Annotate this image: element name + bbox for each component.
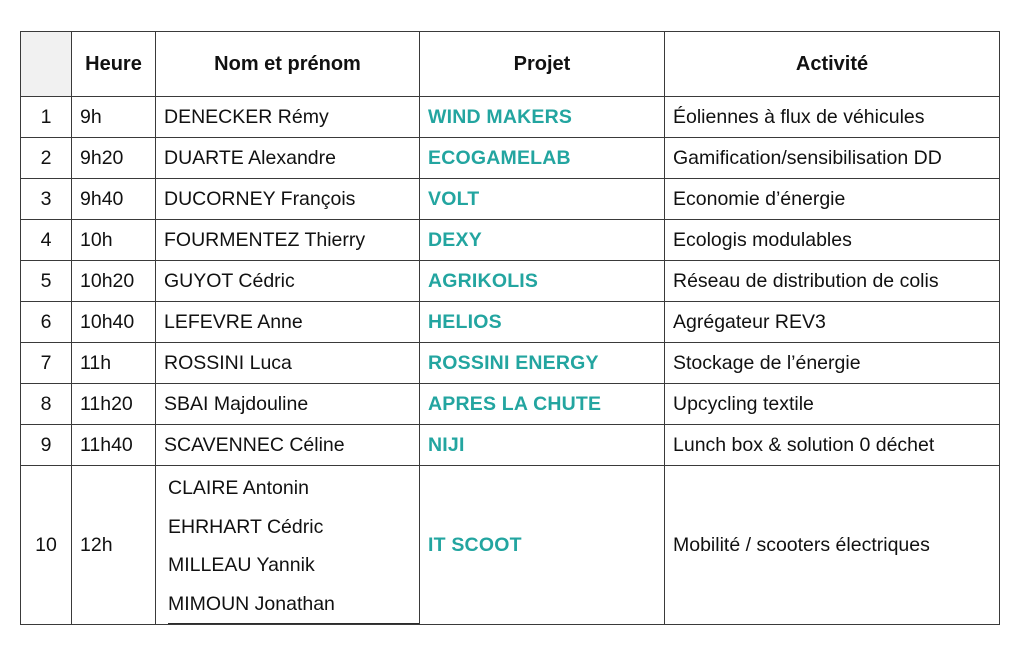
row-heure: 11h bbox=[72, 343, 156, 384]
row-number: 5 bbox=[21, 261, 72, 302]
row-projet: ROSSINI ENERGY bbox=[420, 343, 665, 384]
row-heure: 11h20 bbox=[72, 384, 156, 425]
table-row bbox=[21, 220, 1000, 261]
row-projet: VOLT bbox=[420, 179, 665, 220]
row-nom: FOURMENTEZ Thierry bbox=[156, 220, 420, 261]
row-heure: 10h40 bbox=[72, 302, 156, 343]
row-activite: Gamification/sensibilisation DD bbox=[665, 138, 1000, 179]
row-noms bbox=[156, 466, 420, 625]
row-number: 10 bbox=[21, 466, 72, 625]
row-number: 4 bbox=[21, 220, 72, 261]
row-activite: Éoliennes à flux de véhicules bbox=[665, 97, 1000, 138]
row-projet: APRES LA CHUTE bbox=[420, 384, 665, 425]
row-projet: IT SCOOT bbox=[420, 466, 665, 625]
row-projet: DEXY bbox=[420, 220, 665, 261]
row-nom: DUCORNEY François bbox=[156, 179, 420, 220]
row-activite: Economie d’énergie bbox=[665, 179, 1000, 220]
row-heure: 12h bbox=[72, 466, 156, 625]
row-number: 6 bbox=[21, 302, 72, 343]
table-row bbox=[21, 425, 1000, 466]
header-projet: Projet bbox=[420, 32, 665, 97]
row-projet: HELIOS bbox=[420, 302, 665, 343]
row-nom: SBAI Majdouline bbox=[156, 384, 420, 425]
row-projet: WIND MAKERS bbox=[420, 97, 665, 138]
row-projet: ECOGAMELAB bbox=[420, 138, 665, 179]
header-heure: Heure bbox=[72, 32, 156, 97]
row-number: 7 bbox=[21, 343, 72, 384]
names-list bbox=[168, 467, 419, 625]
row-nom: SCAVENNEC Céline bbox=[156, 425, 420, 466]
row-heure: 10h bbox=[72, 220, 156, 261]
team-member-name: EHRHART Cédric bbox=[168, 515, 324, 538]
row-nom: DENECKER Rémy bbox=[156, 97, 420, 138]
row-number: 3 bbox=[21, 179, 72, 220]
row-nom: ROSSINI Luca bbox=[156, 343, 420, 384]
header-num bbox=[21, 32, 72, 97]
row-activite: Mobilité / scooters électriques bbox=[665, 466, 1000, 625]
row-activite: Lunch box & solution 0 déchet bbox=[665, 425, 1000, 466]
table-row-multi bbox=[21, 466, 1000, 625]
row-heure: 9h20 bbox=[72, 138, 156, 179]
row-projet: NIJI bbox=[420, 425, 665, 466]
row-number: 1 bbox=[21, 97, 72, 138]
row-activite: Réseau de distribution de colis bbox=[665, 261, 1000, 302]
header-nom: Nom et prénom bbox=[156, 32, 420, 97]
team-member-name: MILLEAU Yannik bbox=[168, 554, 315, 576]
row-number: 8 bbox=[21, 384, 72, 425]
row-activite: Ecologis modulables bbox=[665, 220, 1000, 261]
table-row bbox=[21, 179, 1000, 220]
table-row bbox=[21, 384, 1000, 425]
row-heure: 9h40 bbox=[72, 179, 156, 220]
header-activite: Activité bbox=[665, 32, 1000, 97]
table-row bbox=[21, 97, 1000, 138]
table-row bbox=[21, 138, 1000, 179]
row-number: 9 bbox=[21, 425, 72, 466]
schedule-table bbox=[20, 31, 1000, 625]
team-member-name: CLAIRE Antonin bbox=[168, 477, 309, 499]
row-heure: 10h20 bbox=[72, 261, 156, 302]
row-activite: Agrégateur REV3 bbox=[665, 302, 1000, 343]
team-member-name: MIMOUN Jonathan bbox=[168, 592, 335, 615]
table-row bbox=[21, 343, 1000, 384]
row-nom: LEFEVRE Anne bbox=[156, 302, 420, 343]
row-heure: 9h bbox=[72, 97, 156, 138]
row-number: 2 bbox=[21, 138, 72, 179]
row-projet: AGRIKOLIS bbox=[420, 261, 665, 302]
row-nom: DUARTE Alexandre bbox=[156, 138, 420, 179]
table-row bbox=[21, 302, 1000, 343]
row-nom: GUYOT Cédric bbox=[156, 261, 420, 302]
header-row bbox=[21, 32, 1000, 97]
table-row bbox=[21, 261, 1000, 302]
row-heure: 11h40 bbox=[72, 425, 156, 466]
row-activite: Upcycling textile bbox=[665, 384, 1000, 425]
row-activite: Stockage de l’énergie bbox=[665, 343, 1000, 384]
